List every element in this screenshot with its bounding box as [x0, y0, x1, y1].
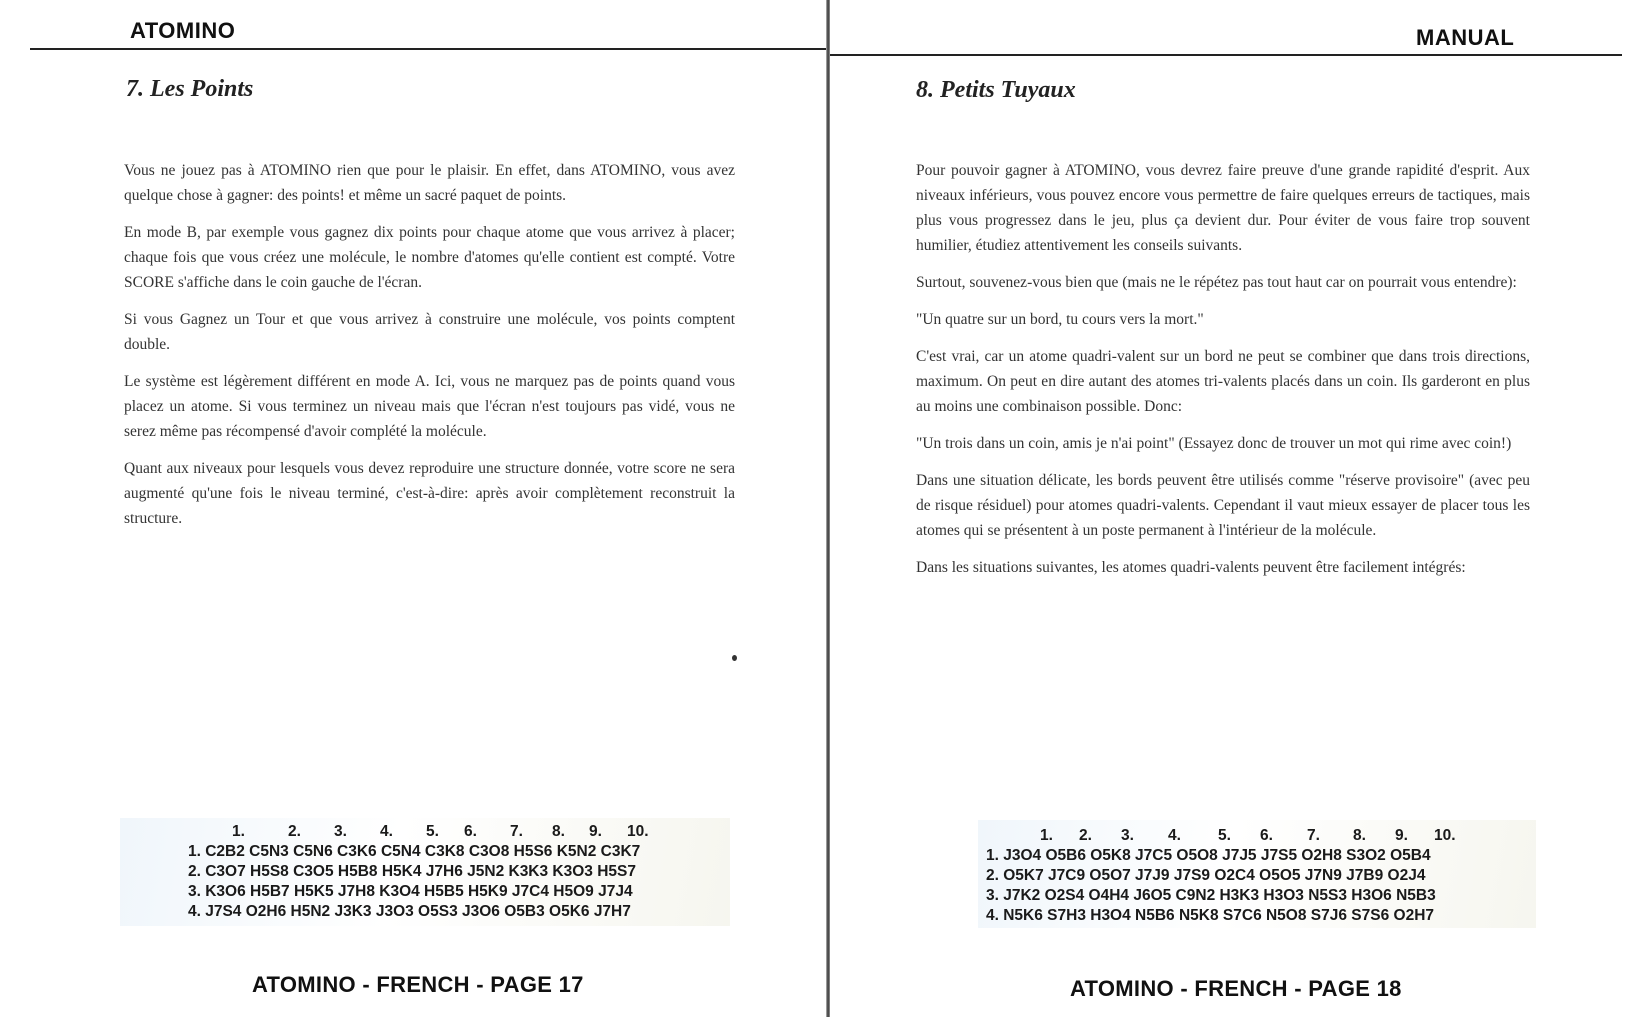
left-paragraph: Quant aux niveaux pour lesquels vous devez reproduire une structure donnée, votre score ne sera augmenté qu'une fois le niveau terminé, c'est-à-dire: après avoir complètement reconstruit la structure.: [124, 460, 735, 527]
level-label: 5.: [1218, 827, 1231, 844]
level-label: 7.: [1307, 827, 1320, 844]
level-label: 10.: [1434, 827, 1456, 844]
level-label: 2.: [288, 823, 301, 840]
left-code-row: 1. C2B2 C5N3 C5N6 C3K6 C5N4 C3K8 C3O8 H5S6 K5N2 C3K7: [188, 843, 641, 860]
left-body: [124, 158, 735, 543]
right-password-table: [978, 820, 1536, 928]
level-label: 8.: [1353, 827, 1366, 844]
right-level-header: [986, 826, 1536, 846]
level-label: 5.: [426, 823, 439, 840]
scan-speck: [732, 655, 737, 661]
right-paragraph: "Un trois dans un coin, amis je n'ai point" (Essayez donc de trouver un mot qui rime avec coin!): [916, 435, 1512, 452]
level-label: 6.: [464, 823, 477, 840]
level-label: 9.: [1395, 827, 1408, 844]
left-password-table: [120, 818, 730, 926]
left-code-row: 2. C3O7 H5S8 C3O5 H5B8 H5K4 J7H6 J5N2 K3K3 K3O3 H5S7: [188, 863, 637, 880]
right-paragraph: "Un quatre sur un bord, tu cours vers la mort.": [916, 311, 1204, 328]
level-label: 6.: [1260, 827, 1273, 844]
left-paragraph: Si vous Gagnez un Tour et que vous arrivez à construire une molécule, vos points comptent double.: [124, 311, 735, 353]
left-paragraph: Le système est légèrement différent en mode A. Ici, vous ne marquez pas de points quand vous placez un atome. Si vous terminez un niveau mais que l'écran n'est toujours pas vidé, vous ne serez même pas récompensé d'avoir complété la molécule.: [124, 373, 735, 440]
right-header-rule: [830, 54, 1622, 56]
right-page-header: MANUAL: [1416, 25, 1515, 50]
right-paragraph: Dans les situations suivantes, les atomes quadri-valents peuvent être facilement intégrés:: [916, 559, 1466, 576]
level-label: 4.: [380, 823, 393, 840]
right-code-row: 3. J7K2 O2S4 O4H4 J6O5 C9N2 H3K3 H3O3 N5S3 H3O6 N5B3: [986, 887, 1436, 904]
level-label: 8.: [552, 823, 565, 840]
left-header-rule: [30, 48, 828, 50]
left-code-row: 3. K3O6 H5B7 H5K5 J7H8 K3O4 H5B5 H5K9 J7C4 H5O9 J7J4: [188, 883, 633, 900]
right-paragraph: Pour pouvoir gagner à ATOMINO, vous devrez faire preuve d'une grande rapidité d'esprit. Aux niveaux inférieurs, vous pouvez encore vous permettre de faire quelques erreurs de tactiques, mais plus vous progressez dans le jeu, plus ça devient dur. Pour éviter de vous faire trop souvent humilier, étudiez attentivement les conseils suivants.: [916, 162, 1530, 254]
right-page-footer: ATOMINO - FRENCH - PAGE 18: [1070, 976, 1402, 1001]
level-label: 3.: [334, 823, 347, 840]
level-label: 1.: [232, 823, 245, 840]
left-page-footer: ATOMINO - FRENCH - PAGE 17: [252, 972, 584, 997]
left-paragraph: Vous ne jouez pas à ATOMINO rien que pour le plaisir. En effet, dans ATOMINO, vous avez quelque chose à gagner: des points! et même un sacré paquet de points.: [124, 162, 735, 204]
left-page-header: ATOMINO: [130, 18, 236, 43]
left-code-row: 4. J7S4 O2H6 H5N2 J3K3 J3O3 O5S3 J3O6 O5B3 O5K6 J7H7: [188, 903, 631, 920]
level-label: 2.: [1079, 827, 1092, 844]
left-paragraph: En mode B, par exemple vous gagnez dix points pour chaque atome que vous arrivez à placer; chaque fois que vous créez une molécule, le nombre d'atomes qu'elle contient est compté. Votre SCORE s'affiche dans le coin gauche de l'écran.: [124, 224, 735, 291]
right-paragraph: Surtout, souvenez-vous bien que (mais ne le répétez pas tout haut car on pourrait vous entendre):: [916, 274, 1517, 291]
right-paragraph: Dans une situation délicate, les bords peuvent être utilisés comme "réserve provisoire" (avec peu de risque résiduel) pour atomes quadri-valents. Cependant il vaut mieux essayer de placer tous les atomes qui se présentent à un poste permanent à l'intérieur de la molécule.: [916, 472, 1530, 539]
level-label: 7.: [510, 823, 523, 840]
left-level-header: [188, 822, 730, 842]
right-code-row: 2. O5K7 J7C9 O5O7 J7J9 J7S9 O2C4 O5O5 J7N9 J7B9 O2J4: [986, 867, 1426, 884]
level-label: 10.: [627, 823, 649, 840]
level-label: 3.: [1121, 827, 1134, 844]
right-body: [916, 158, 1530, 592]
right-section-title: 8. Petits Tuyaux: [916, 77, 1076, 103]
level-label: 4.: [1168, 827, 1181, 844]
right-paragraph: C'est vrai, car un atome quadri-valent sur un bord ne peut se combiner que dans trois directions, maximum. On peut en dire autant des atomes tri-valents placés dans un coin. Ils garderont en plus au moins une combinaison possible. Donc:: [916, 348, 1530, 415]
right-page: [830, 0, 1628, 1017]
level-label: 1.: [1040, 827, 1053, 844]
right-code-row: 4. N5K6 S7H3 H3O4 N5B6 N5K8 S7C6 N5O8 S7J6 S7S6 O2H7: [986, 907, 1435, 924]
level-label: 9.: [589, 823, 602, 840]
right-code-row: 1. J3O4 O5B6 O5K8 J7C5 O5O8 J7J5 J7S5 O2H8 S3O2 O5B4: [986, 847, 1431, 864]
left-section-title: 7. Les Points: [126, 76, 254, 102]
